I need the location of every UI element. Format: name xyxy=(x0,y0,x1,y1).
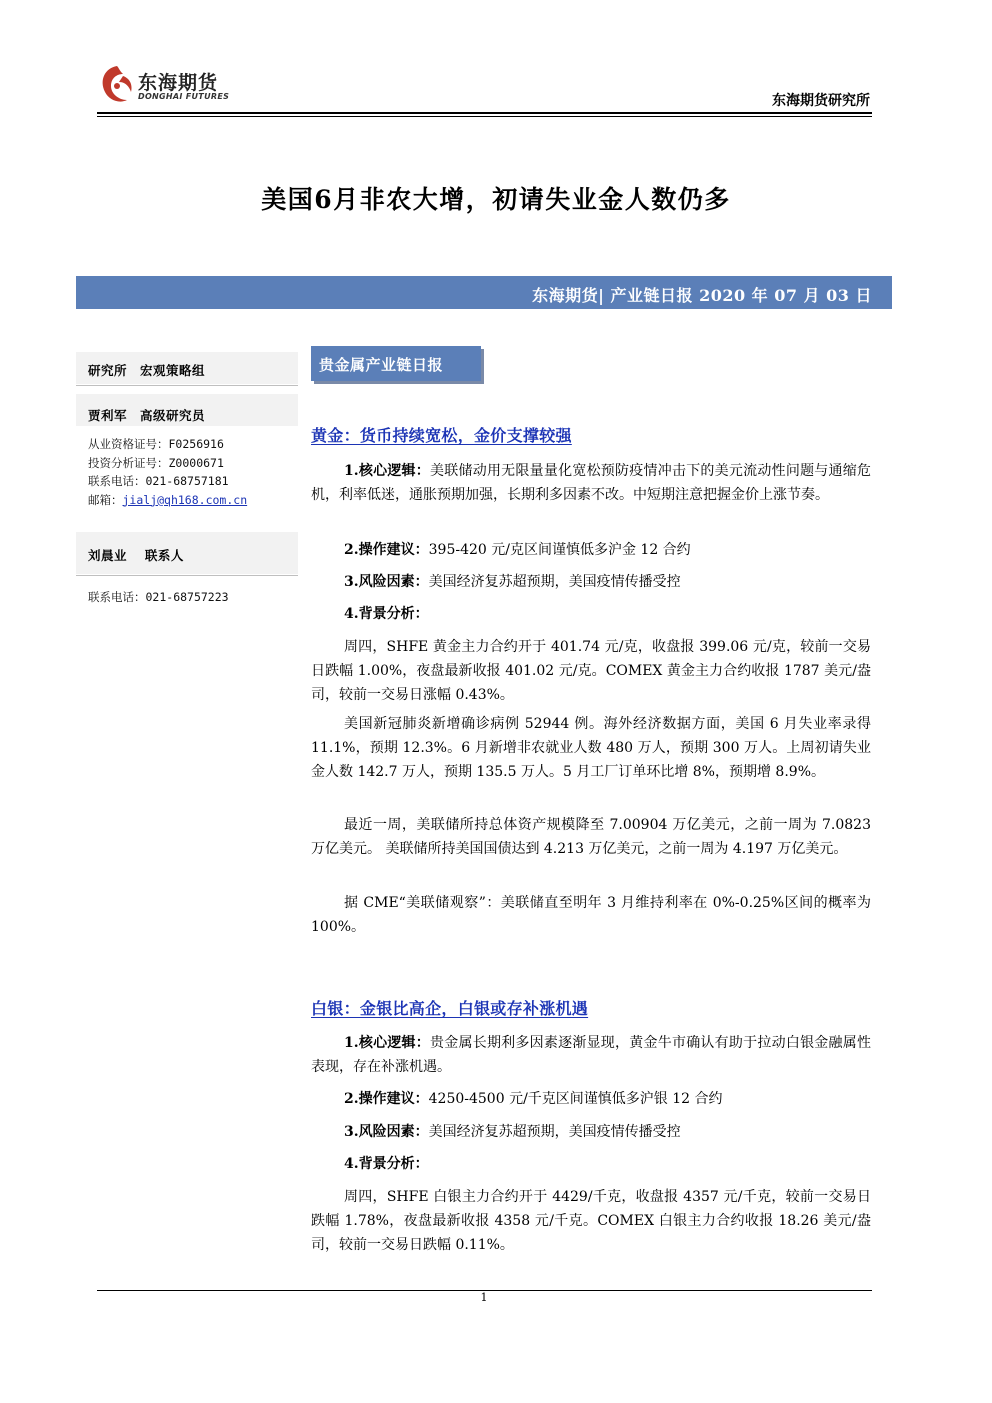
gold-bg-label-text: 4.背景分析： xyxy=(344,606,429,622)
sidebar-dept: 研究所 宏观策略组 xyxy=(88,363,206,378)
gold-logic-text: 美联储动用无限量量化宽松预防疫情冲击下的美元流动性问题与通缩危机，利率低迷，通胀预期加强，长期利多因素不改。中短期注意把握金价上涨节奏。 xyxy=(311,463,871,503)
silver-risk-label: 3.风险因素： xyxy=(344,1124,429,1140)
gold-advice-text: 395-420 元/克区间谨慎低多沪金 12 合约 xyxy=(428,542,691,558)
date-banner-text: 东海期货| 产业链日报 2020 年 07 月 03 日 xyxy=(532,286,872,305)
sidebar-analyst1-block xyxy=(76,394,298,426)
report-tag-text: 贵金属产业链日报 xyxy=(319,356,444,374)
gold-advice xyxy=(311,538,871,562)
gold-bg-p2: 美国新冠肺炎新增确诊病例 52944 例。海外经济数据方面，美国 6 月失业率录得 11.1%，预期 12.3%。6 月新增非农就业人数 480 万人，预期 300 万人。上周初请失业金人数 142.7 万人，预期 135.5 万人。5 月工厂订单环比增 8%，预期增 8.9%。 xyxy=(311,716,871,780)
analyst2-name: 刘晨业 联系人 xyxy=(88,548,184,563)
silver-risk-text: 美国经济复苏超预期，美国疫情传播受控 xyxy=(428,1124,681,1140)
gold-section-title: 黄金：货币持续宽松，金价支撑较强 xyxy=(311,426,572,445)
gold-bg-p3: 最近一周，美联储所持总体资产规模降至 7.00904 万亿美元，之前一周为 7.0823 万亿美元。 美联储所持美国国债达到 4.213 万亿美元，之前一周为 4.197 万亿美元。 xyxy=(311,817,871,857)
silver-bg-label xyxy=(311,1152,871,1176)
analyst2-phone: 联系电话：021-68757223 xyxy=(88,590,229,604)
report-title: 美国6月非农大增，初请失业金人数仍多 xyxy=(261,185,731,214)
silver-advice xyxy=(311,1087,871,1111)
silver-advice-label: 2.操作建议： xyxy=(344,1091,429,1107)
sidebar-dept-block xyxy=(76,352,298,384)
analyst1-email-link[interactable]: jialj@qh168.com.cn xyxy=(122,492,248,507)
gold-bg-p1: 周四，SHFE 黄金主力合约开于 401.74 元/克，收盘报 399.06 元/克，较前一交易日跌幅 1.00%，夜盘最新收报 401.02 元/克。COMEX 黄金主力合约收报 1787 美元/盎司，较前一交易日涨幅 0.43%。 xyxy=(311,639,871,703)
silver-logic-label: 1.核心逻辑： xyxy=(344,1035,431,1051)
logo-english-name: DONGHAI FUTURES xyxy=(138,92,230,101)
silver-risk xyxy=(311,1120,871,1144)
sidebar-divider xyxy=(76,575,298,576)
analyst1-qual: 从业资格证号：F0256916 xyxy=(88,437,224,451)
logo-name: 东海期货 xyxy=(138,72,219,94)
silver-advice-text: 4250-4500 元/千克区间谨慎低多沪银 12 合约 xyxy=(428,1091,723,1107)
header-rule xyxy=(97,112,872,114)
gold-bg-p4: 据 CME“美联储观察”：美联储直至明年 3 月维持利率在 0%-0.25%区间的概率为 100%。 xyxy=(311,895,871,935)
analyst1-contact xyxy=(88,435,247,509)
analyst1-phone: 联系电话：021-68757181 xyxy=(88,474,229,488)
sidebar-divider xyxy=(76,385,298,386)
gold-risk-text: 美国经济复苏超预期，美国疫情传播受控 xyxy=(428,574,681,590)
institute-name: 东海期货研究所 xyxy=(772,93,870,109)
analyst1-email-row xyxy=(88,491,247,510)
analyst1-invest: 投资分析证号：Z0000671 xyxy=(88,455,224,470)
gold-advice-label: 2.操作建议： xyxy=(344,542,429,558)
silver-section-title: 白银：金银比高企，白银或存补涨机遇 xyxy=(311,999,589,1018)
silver-bg-label-text: 4.背景分析： xyxy=(344,1156,429,1172)
analyst1-name: 贾利军 高级研究员 xyxy=(88,408,206,423)
silver-logic-text: 贵金属长期利多因素逐渐显现，黄金牛市确认有助于拉动白银金融属性表现，存在补涨机遇。 xyxy=(311,1035,871,1075)
gold-risk xyxy=(311,570,871,594)
gold-bg-label xyxy=(311,602,871,626)
silver-bg-p1: 周四，SHFE 白银主力合约开于 4429/千克，收盘报 4357 元/千克，较前一交易日跌幅 1.78%，夜盘最新收报 4358 元/千克。COMEX 白银主力合约收报 18.26 美元/盎司，较前一交易日跌幅 0.11%。 xyxy=(311,1189,871,1253)
page-number: 1 xyxy=(480,1291,488,1304)
gold-logic-label: 1.核心逻辑： xyxy=(344,463,431,479)
silver-logic xyxy=(311,1031,871,1079)
sidebar-analyst2-block xyxy=(76,532,298,574)
gold-risk-label: 3.风险因素： xyxy=(344,574,429,590)
donghai-logo-icon xyxy=(97,62,137,108)
email-label: 邮箱： xyxy=(88,492,123,507)
header-rule-thin xyxy=(97,116,872,117)
gold-logic xyxy=(311,459,871,507)
